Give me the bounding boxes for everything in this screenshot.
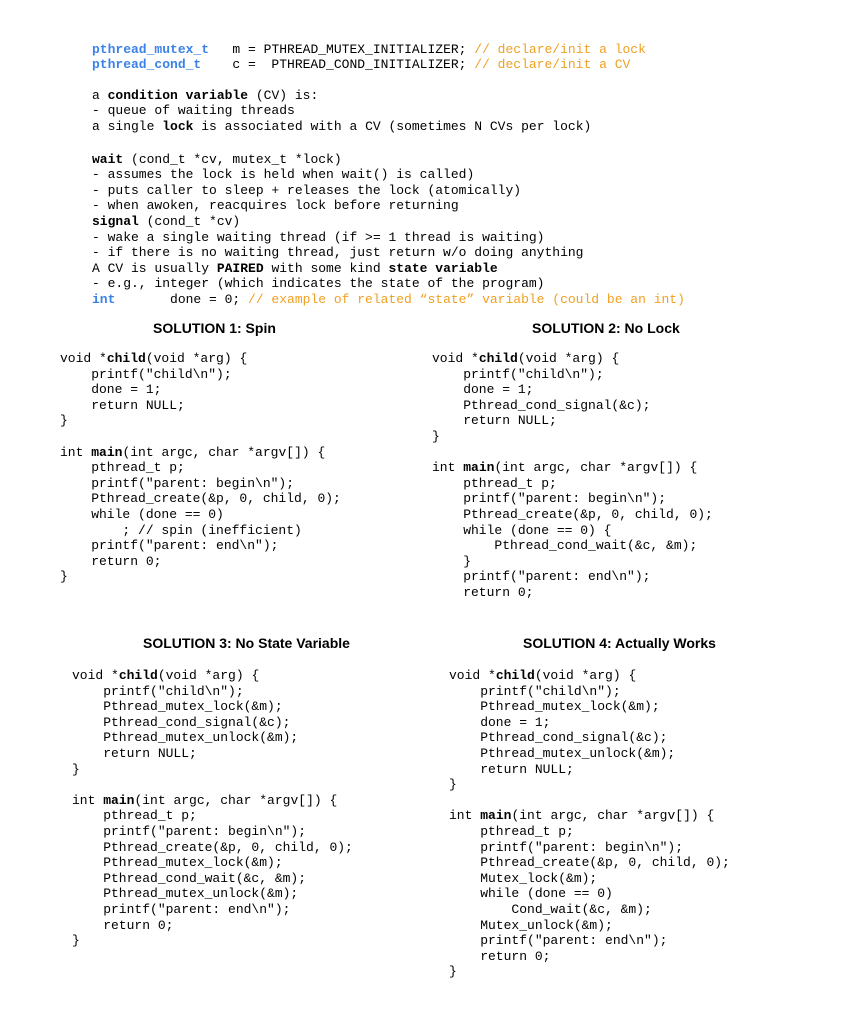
code-line: Pthread_create(&p, 0, child, 0); xyxy=(449,855,730,871)
function-name: child xyxy=(118,668,158,683)
code-text: (void *arg) { xyxy=(534,668,637,683)
main-signature xyxy=(60,445,341,461)
code-solution-2 xyxy=(432,351,713,601)
cond-declaration: pthread_cond_t c = PTHREAD_COND_INITIALIZER; // declare/init a CV xyxy=(92,57,631,73)
function-name: child xyxy=(495,668,535,683)
code-line: while (done == 0) xyxy=(60,506,224,522)
code-line: done = 1; xyxy=(432,382,534,398)
function-name: main xyxy=(103,792,135,808)
code-line: Pthread_create(&p, 0, child, 0); xyxy=(60,491,341,507)
code-text: (void *arg) { xyxy=(157,668,260,683)
code-line: printf("parent: begin\n"); xyxy=(432,491,667,507)
child-signature xyxy=(60,351,341,367)
blank-line xyxy=(432,445,713,461)
cv-definition: a condition variable (CV) is: - queue of waiting threads a single lock is associated with a CV (sometimes N CVs per lock) xyxy=(92,87,592,134)
code-solution-4 xyxy=(449,668,730,980)
code-line: printf("parent: end\n"); xyxy=(449,933,668,949)
code-line: printf("parent: end\n"); xyxy=(60,538,279,554)
code-line: Pthread_cond_signal(&c); xyxy=(72,714,291,730)
function-name: main xyxy=(91,444,123,460)
heading-solution-1: SOLUTION 1: Spin xyxy=(153,320,276,336)
child-signature xyxy=(72,668,353,684)
function-name: child xyxy=(478,351,518,366)
code-line: } xyxy=(60,413,68,429)
code-line: return NULL; xyxy=(72,745,197,761)
code-line: Pthread_mutex_unlock(&m); xyxy=(72,886,299,902)
code-line: } xyxy=(72,933,80,949)
code-line: while (done == 0) xyxy=(449,886,613,902)
code-line: return 0; xyxy=(72,917,174,933)
blank-line xyxy=(60,429,341,445)
code-text: (int argc, char *argv[]) { xyxy=(134,792,338,808)
main-signature xyxy=(449,808,730,824)
code-line: Pthread_create(&p, 0, child, 0); xyxy=(432,506,713,522)
code-line: return NULL; xyxy=(60,397,185,413)
code-line: printf("parent: end\n"); xyxy=(432,569,651,585)
code-line: Pthread_mutex_unlock(&m); xyxy=(72,730,299,746)
code-line: pthread_t p; xyxy=(449,823,574,839)
code-text: int xyxy=(449,808,481,824)
code-text: (int argc, char *argv[]) { xyxy=(122,444,326,460)
code-line: return 0; xyxy=(60,553,162,569)
code-line: } xyxy=(449,964,457,980)
code-line: printf("parent: begin\n"); xyxy=(60,475,295,491)
code-line: pthread_t p; xyxy=(72,808,197,824)
code-text: void * xyxy=(432,351,479,366)
code-text: (void *arg) { xyxy=(517,351,620,366)
code-line: } xyxy=(432,553,472,569)
code-line: printf("child\n"); xyxy=(432,366,604,382)
code-line: Pthread_mutex_lock(&m); xyxy=(72,699,283,715)
code-line: return NULL; xyxy=(432,413,557,429)
code-solution-1 xyxy=(60,351,341,585)
code-line: done = 1; xyxy=(60,382,162,398)
code-line: Pthread_mutex_lock(&m); xyxy=(449,699,660,715)
code-line: printf("parent: end\n"); xyxy=(72,901,291,917)
code-line: Pthread_cond_wait(&c, &m); xyxy=(72,870,307,886)
function-name: child xyxy=(106,351,146,366)
code-line: Pthread_cond_signal(&c); xyxy=(432,397,651,413)
child-signature xyxy=(432,351,713,367)
heading-solution-3: SOLUTION 3: No State Variable xyxy=(143,635,350,651)
heading-solution-4: SOLUTION 4: Actually Works xyxy=(523,635,716,651)
code-line: printf("parent: begin\n"); xyxy=(449,839,684,855)
wait-signal-notes: wait (cond_t *cv, mutex_t *lock) - assumes the lock is held when wait() is called) - puts caller to sleep + releases the lock (atomically) - when awoken, reacquires lock before returning signal (cond_t *cv) - wake a single waiting thread (if >= 1 thread is waiting) - if there is no waiting thread, just return w/o doing anything A CV is usually PAIRED with some kind state variable - e.g., integer (which indicates the state of the program) int done = 0; // example of related “state” variable (could be an int) xyxy=(92,151,685,307)
code-text: void * xyxy=(60,351,107,366)
blank-line xyxy=(72,777,353,793)
code-text: (int argc, char *argv[]) { xyxy=(494,460,698,476)
code-line: ; // spin (inefficient) xyxy=(60,522,302,538)
code-line: done = 1; xyxy=(449,714,551,730)
code-line: } xyxy=(72,761,80,777)
code-text: int xyxy=(432,460,464,476)
code-text: int xyxy=(72,792,104,808)
code-line: pthread_t p; xyxy=(432,475,557,491)
code-line: Mutex_unlock(&m); xyxy=(449,917,613,933)
function-name: main xyxy=(463,460,495,476)
main-signature xyxy=(432,460,713,476)
code-line: } xyxy=(432,428,440,444)
child-signature xyxy=(449,668,730,684)
code-line: return NULL; xyxy=(449,761,574,777)
code-line: Cond_wait(&c, &m); xyxy=(449,901,652,917)
code-text: void * xyxy=(72,668,119,683)
code-line: } xyxy=(60,569,68,585)
code-line: return 0; xyxy=(432,584,534,600)
code-line: Pthread_mutex_lock(&m); xyxy=(72,855,283,871)
code-line: Pthread_create(&p, 0, child, 0); xyxy=(72,839,353,855)
code-text: (int argc, char *argv[]) { xyxy=(511,808,715,824)
code-line: Pthread_cond_signal(&c); xyxy=(449,730,668,746)
code-line: printf("child\n"); xyxy=(60,366,232,382)
blank-line xyxy=(449,793,730,809)
code-line: while (done == 0) { xyxy=(432,522,612,538)
code-line: printf("child\n"); xyxy=(72,683,244,699)
code-line: printf("parent: begin\n"); xyxy=(72,823,307,839)
code-text: (void *arg) { xyxy=(145,351,248,366)
code-line: pthread_t p; xyxy=(60,460,185,476)
main-signature xyxy=(72,793,353,809)
code-line: return 0; xyxy=(449,948,551,964)
mutex-declaration: pthread_mutex_t m = PTHREAD_MUTEX_INITIALIZER; // declare/init a lock xyxy=(92,41,646,57)
code-line: Pthread_mutex_unlock(&m); xyxy=(449,745,676,761)
code-text: int xyxy=(60,444,92,460)
function-name: main xyxy=(480,808,512,824)
code-line: Mutex_lock(&m); xyxy=(449,870,598,886)
code-line: Pthread_cond_wait(&c, &m); xyxy=(432,538,698,554)
code-solution-3 xyxy=(72,668,353,949)
heading-solution-2: SOLUTION 2: No Lock xyxy=(532,320,680,336)
code-line: } xyxy=(449,777,457,793)
code-line: printf("child\n"); xyxy=(449,683,621,699)
code-text: void * xyxy=(449,668,496,683)
